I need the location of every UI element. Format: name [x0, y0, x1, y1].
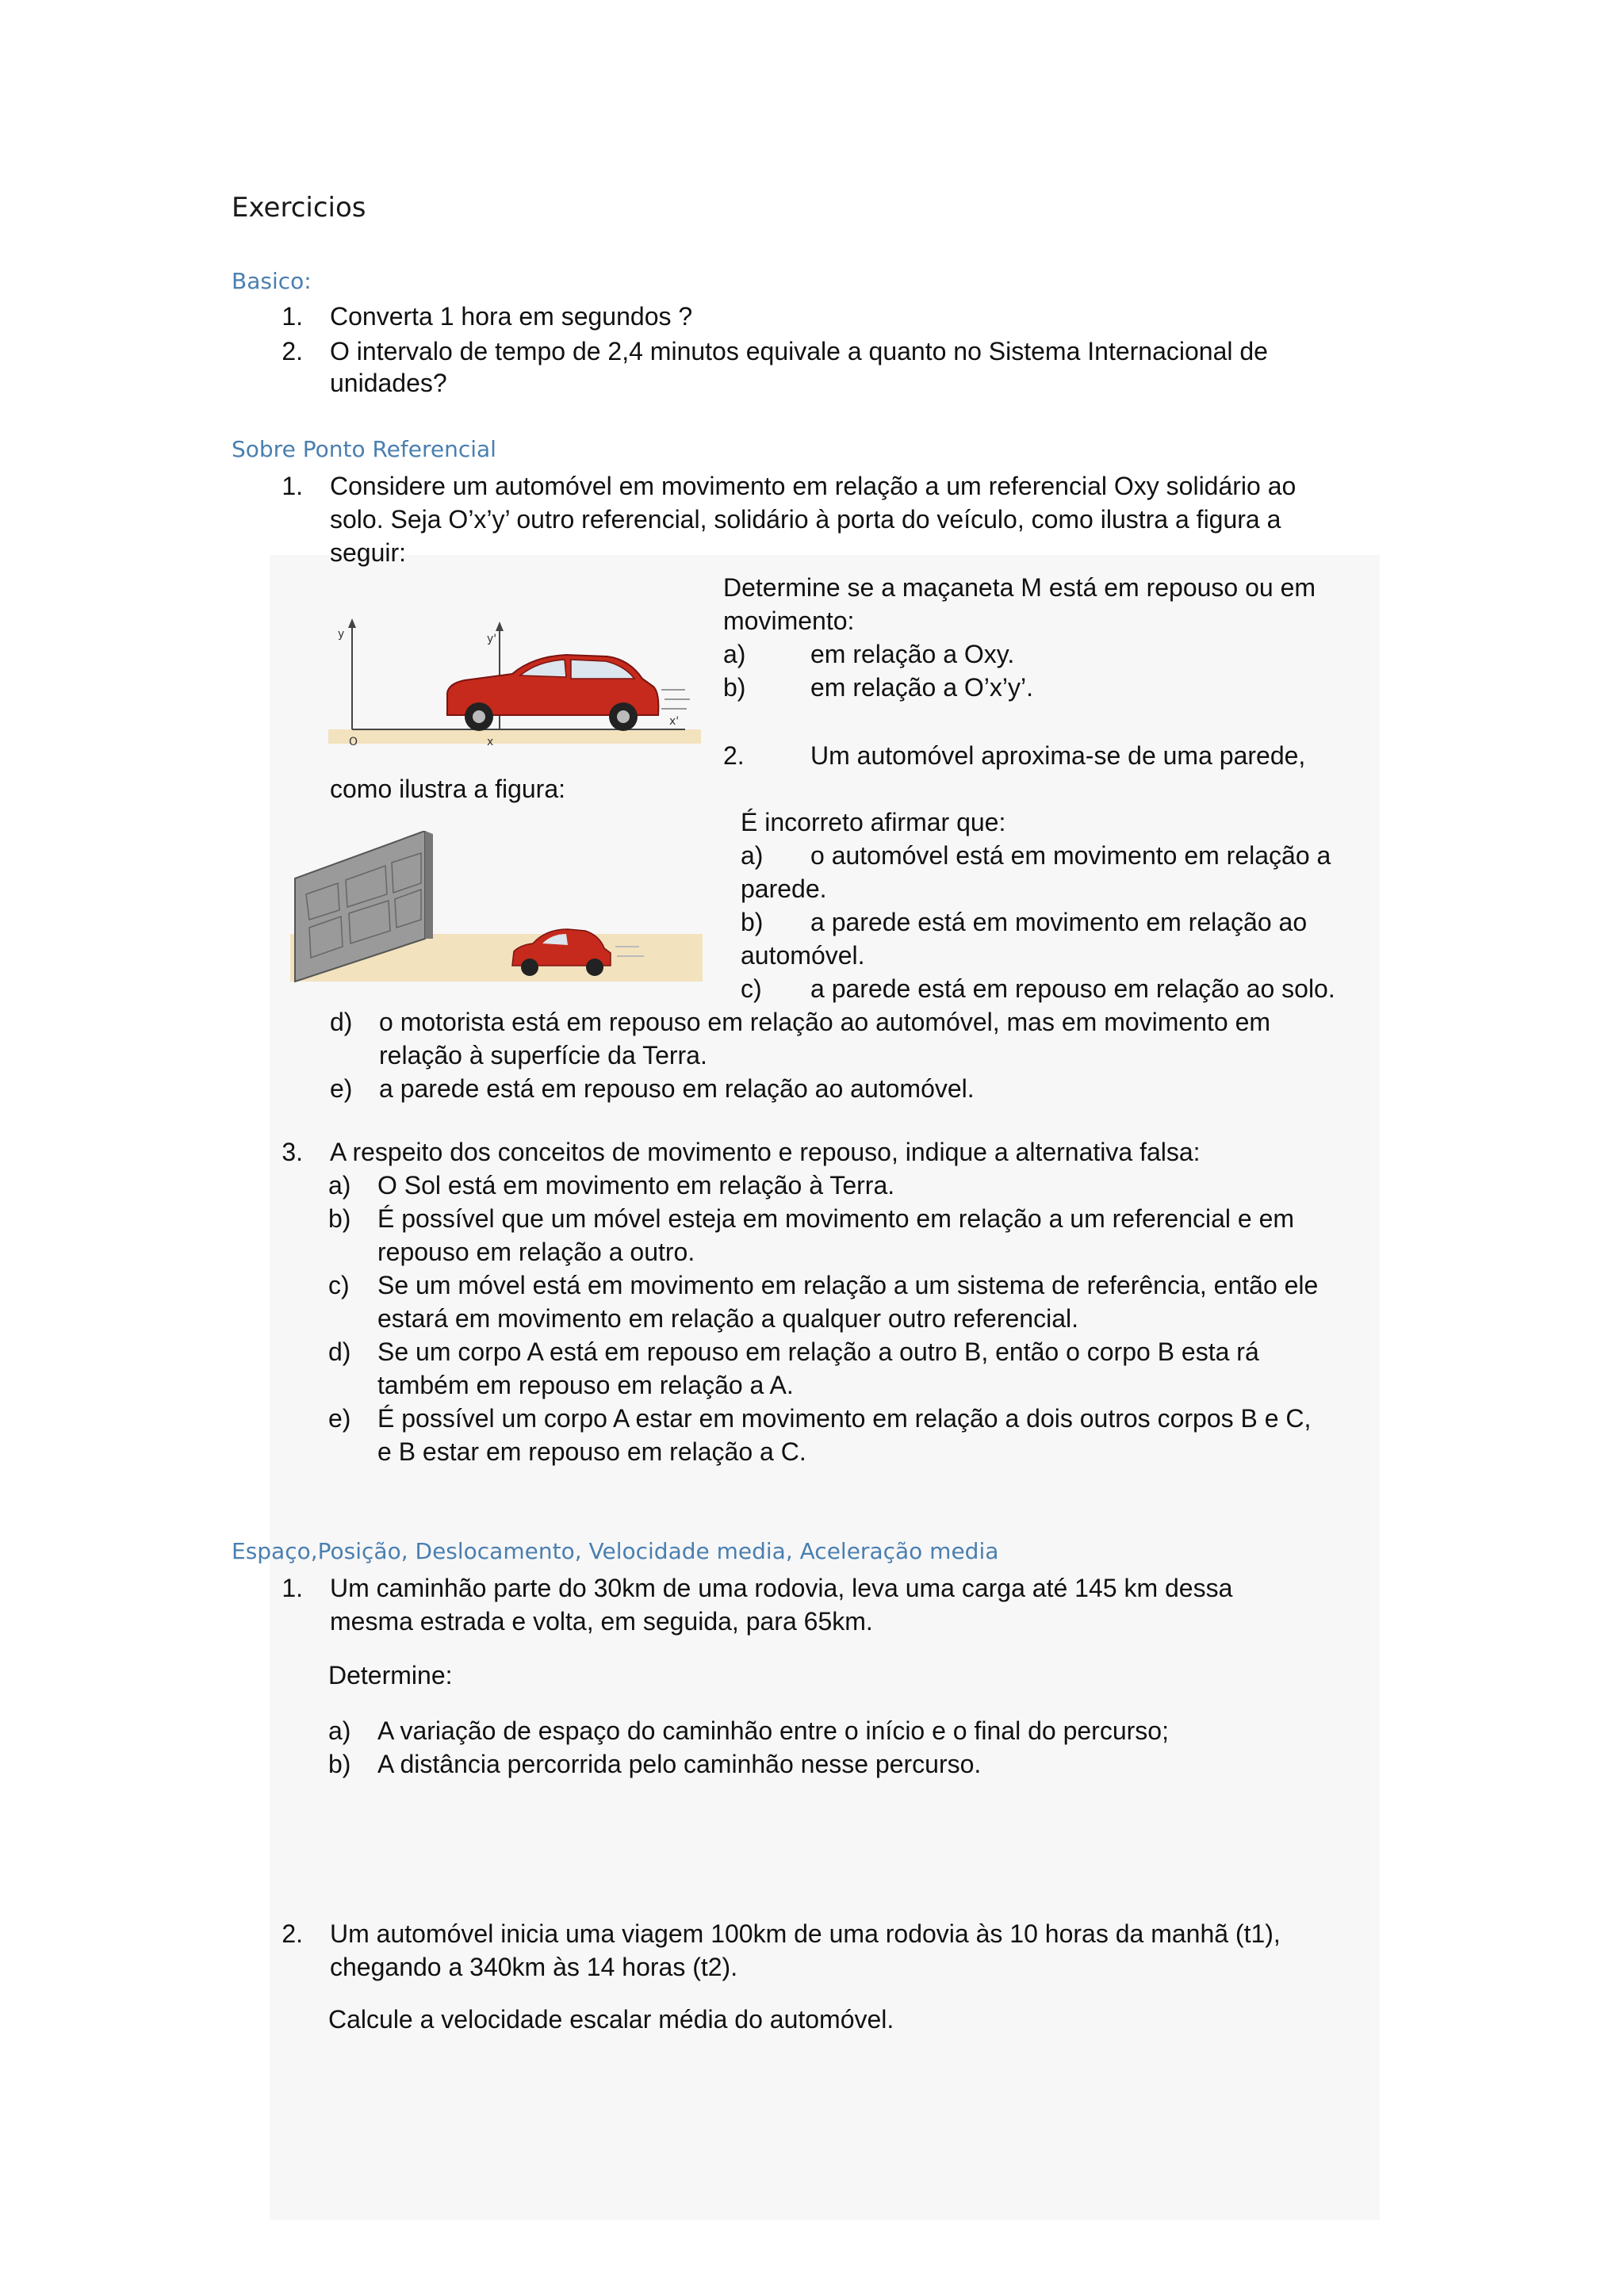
- question-text: O intervalo de tempo de 2,4 minutos equivale a quanto no Sistema Internacional de: [330, 337, 1268, 365]
- option-letter: c): [328, 1271, 350, 1299]
- question-prompt: Determine se a maçaneta M está em repouso ou em: [723, 573, 1316, 602]
- option-text: o motorista está em repouso em relação ao automóvel, mas em movimento em: [379, 1008, 1271, 1036]
- question-number: 1.: [282, 302, 303, 331]
- question-text: Um caminhão parte do 30km de uma rodovia, leva uma carga até 145 km dessa: [330, 1574, 1233, 1602]
- option-letter: a): [741, 841, 764, 870]
- option-text: em relação a O’x’y’.: [810, 673, 1033, 702]
- question-text: Um automóvel aproxima-se de uma parede,: [810, 741, 1306, 770]
- label-x-prime: x': [669, 715, 680, 728]
- option-letter: b): [328, 1204, 351, 1233]
- question-prompt: É incorreto afirmar que:: [741, 808, 1006, 836]
- question-text: mesma estrada e volta, em seguida, para 65km.: [330, 1607, 873, 1636]
- figure-wall-and-car: [290, 831, 703, 989]
- option-text: Se um móvel está em movimento em relação a um sistema de referência, então ele: [377, 1271, 1319, 1299]
- ground-strip: [328, 729, 701, 744]
- option-text: repouso em relação a outro.: [377, 1238, 695, 1266]
- section-heading-basico: Basico:: [232, 268, 312, 294]
- option-text: o automóvel está em movimento em relação a: [810, 841, 1331, 870]
- option-text: também em repouso em relação a A.: [377, 1371, 794, 1399]
- option-letter: e): [330, 1074, 353, 1103]
- page-title: Exercicios: [232, 192, 366, 224]
- question-number: 1.: [282, 472, 303, 500]
- option-text: O Sol está em movimento em relação à Terra.: [377, 1171, 895, 1200]
- section-heading-espaco: Espaço,Posição, Deslocamento, Velocidade media, Aceleração media: [232, 1538, 999, 1564]
- option-letter: a): [328, 1171, 351, 1200]
- option-letter: d): [330, 1008, 353, 1036]
- option-text: A variação de espaço do caminhão entre o início e o final do percurso;: [377, 1716, 1169, 1745]
- figure-car-reference-frames: [328, 610, 701, 753]
- question-text: Um automóvel inicia uma viagem 100km de uma rodovia às 10 horas da manhã (t1),: [330, 1919, 1281, 1948]
- option-text: parede.: [741, 874, 827, 903]
- option-text: a parede está em repouso em relação ao automóvel.: [379, 1074, 975, 1103]
- question-text: chegando a 340km às 14 horas (t2).: [330, 1953, 738, 1981]
- question-number: 2.: [282, 1919, 303, 1948]
- option-letter: b): [723, 673, 746, 702]
- option-letter: e): [328, 1404, 351, 1433]
- small-car-wheel: [521, 959, 538, 976]
- question-text: unidades?: [330, 369, 447, 397]
- option-text: em relação a Oxy.: [810, 640, 1015, 668]
- question-text: A respeito dos conceitos de movimento e repouso, indique a alternativa falsa:: [330, 1138, 1201, 1166]
- option-text: a parede está em repouso em relação ao solo.: [810, 974, 1335, 1003]
- label-x: x: [487, 736, 494, 748]
- question-number: 2.: [282, 337, 303, 365]
- question-prompt: movimento:: [723, 607, 855, 635]
- option-letter: a): [328, 1716, 351, 1745]
- question-text: Converta 1 hora em segundos ?: [330, 302, 693, 331]
- question-number: 3.: [282, 1138, 303, 1166]
- option-text: e B estar em repouso em relação a C.: [377, 1437, 806, 1466]
- label-o: O: [349, 736, 358, 748]
- question-prompt: Calcule a velocidade escalar média do automóvel.: [328, 2005, 894, 2034]
- option-letter: c): [741, 974, 762, 1003]
- option-text: estará em movimento em relação a qualquer outro referencial.: [377, 1304, 1078, 1333]
- option-text: É possível um corpo A estar em movimento em relação a dois outros corpos B e C,: [377, 1404, 1312, 1433]
- option-text: É possível que um móvel esteja em movimento em relação a um referencial e em: [377, 1204, 1295, 1233]
- question-text: Considere um automóvel em movimento em relação a um referencial Oxy solidário ao: [330, 472, 1297, 500]
- option-text: a parede está em movimento em relação ao: [810, 908, 1308, 936]
- question-text: seguir:: [330, 538, 407, 567]
- option-text: A distância percorrida pelo caminhão nesse percurso.: [377, 1750, 982, 1778]
- question-number: 2.: [723, 741, 745, 770]
- option-letter: d): [328, 1337, 351, 1366]
- question-number: 1.: [282, 1574, 303, 1602]
- question-text: solo. Seja O’x’y’ outro referencial, solidário à porta do veículo, como ilustra a figura a: [330, 505, 1281, 534]
- option-letter: a): [723, 640, 746, 668]
- option-text: relação à superfície da Terra.: [379, 1041, 707, 1070]
- question-prompt: Determine:: [328, 1661, 453, 1689]
- section-heading-referencial: Sobre Ponto Referencial: [232, 436, 496, 462]
- option-text: automóvel.: [741, 941, 865, 970]
- label-y: y: [338, 628, 345, 641]
- option-letter: b): [328, 1750, 351, 1778]
- question-text: como ilustra a figura:: [330, 775, 566, 803]
- option-letter: b): [741, 908, 764, 936]
- option-text: Se um corpo A está em repouso em relação a outro B, então o corpo B esta rá: [377, 1337, 1259, 1366]
- label-y-prime: y': [487, 633, 497, 645]
